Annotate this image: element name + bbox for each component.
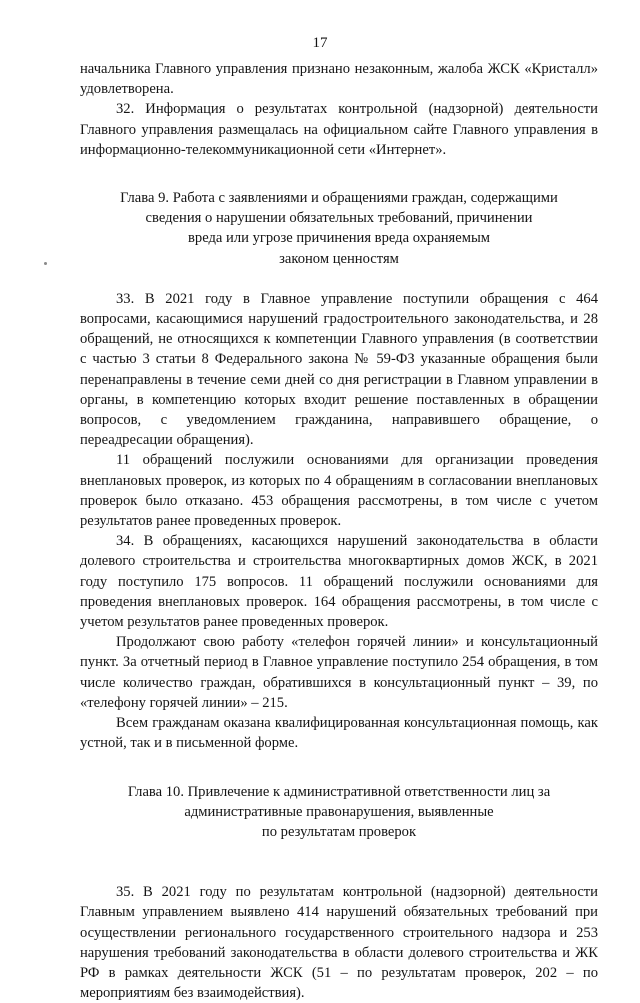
paragraph-33-continued: 11 обращений послужили основаниями для организации проведения внеплановых проверок, из которых по 4 обращениям в согласовании внеплановых проверок было отказано. 453 обращения рассмотрены, в том числе с учетом результатов ранее проведенных проверок. xyxy=(80,452,598,530)
chapter-9-heading xyxy=(80,188,598,269)
chapter-10-heading-line: по результатам проверок xyxy=(261,823,417,840)
continued-paragraph: начальника Главного управления признано незаконным, жалоба ЖСК «Кристалл» удовлетворена. xyxy=(80,61,598,98)
chapter-10-heading-line: административные правонарушения, выявленные xyxy=(184,803,494,820)
chapter-10-heading xyxy=(80,782,598,843)
chapter-9-heading-line: Глава 9. Работа с заявлениями и обращениями граждан, содержащими xyxy=(120,190,558,207)
chapter-9-heading-line: законом ценностям xyxy=(279,250,399,267)
paragraph-34: 34. В обращениях, касающихся нарушений законодательства в области долевого строительства и строительства многоквартирных домов ЖСК, в 2021 году поступило 175 вопросов. 11 обращений послужили основаниями для проведения внеплановых проверок. 164 обращения рассмотрены, в том числе с учетом результатов ранее проведенных проверок. xyxy=(80,533,598,631)
paragraph-35: 35. В 2021 году по результатам контрольной (надзорной) деятельности Главным управлением выявлено 414 нарушений обязательных требований при осуществлении регионального государственного строительного надзора и 253 нарушения требований законодательства в области долевого строительства и ЖК РФ в рамках деятельности ЖСК (51 – по результатам проверок, 202 – по мероприятиям без взаимодействия). xyxy=(80,884,598,1002)
chapter-10-heading-line: Глава 10. Привлечение к административной ответственности лиц за xyxy=(127,783,551,800)
chapter-9-heading-line: сведения о нарушении обязательных требований, причинении xyxy=(145,210,533,227)
margin-mark xyxy=(44,262,47,265)
paragraph-hotline: Продолжают свою работу «телефон горячей линии» и консультационный пункт. За отчетный период в Главное управление поступило 254 обращения, в том числе количество граждан, обратившихся в консультационный пункт – 39, по «телефону горячей линии» – 215. xyxy=(80,634,598,711)
paragraph-consultation: Всем гражданам оказана квалифицированная консультационная помощь, как устной, так и в письменной форме. xyxy=(80,715,598,752)
page-body xyxy=(80,59,598,1003)
paragraph-33: 33. В 2021 году в Главное управление поступили обращения с 464 вопросами, касающимися нарушений градостроительного законодательства, и 28 обращений, не относящихся к компетенции Главного управления (в соответствии с частью 3 статьи 8 Федерального закона № 59-ФЗ указанные обращения были перенаправлены в течение семи дней со дня регистрации в Главном управлении в органы, в компетенцию которых входит решение поставленных в обращении вопросов, с уведомлением гражданина, направившего обращение, о переадресации обращения). xyxy=(80,290,598,449)
chapter-9-heading-line: вреда или угрозе причинения вреда охраняемым xyxy=(188,230,490,247)
paragraph-32: 32. Информация о результатах контрольной (надзорной) деятельности Главного управления размещалась на официальном сайте Главного управления в информационно-телекоммуникационной сети «Интернет». xyxy=(80,101,598,158)
page-number: 17 xyxy=(312,35,328,51)
